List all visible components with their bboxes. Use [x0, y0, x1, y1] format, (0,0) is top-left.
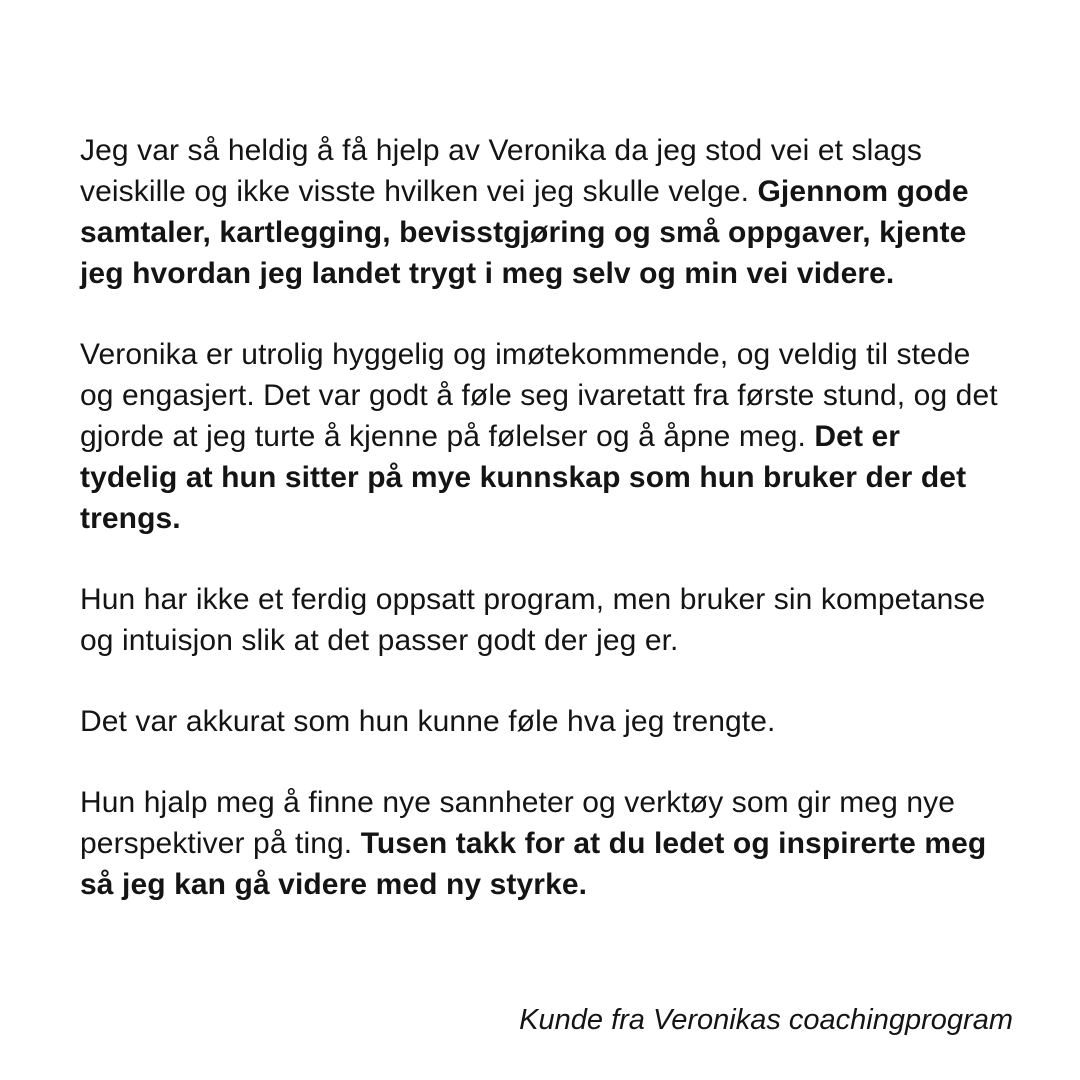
testimonial-paragraph	[80, 701, 1005, 742]
testimonial-text-run: Hun hjalp meg å finne nye sannheter og verktøy som gir meg nye perspektiver på ting.	[80, 786, 955, 860]
testimonial-attribution: Kunde fra Veronikas coachingprogram	[519, 1004, 1013, 1036]
testimonial-text-bold-run: Det er tydelig at hun sitter på mye kunnskap som hun bruker der det trengs.	[80, 420, 967, 535]
testimonial-paragraph	[80, 782, 1005, 905]
testimonial-paragraph	[80, 334, 1005, 539]
testimonial-text	[80, 130, 1005, 905]
testimonial-paragraph	[80, 579, 1005, 661]
testimonial-text-run: Veronika er utrolig hyggelig og imøtekommende, og veldig til stede og engasjert. Det var godt å føle seg ivaretatt fra første stund, og det gjorde at jeg turte å kjenne på følelser og å åpne meg.	[80, 338, 998, 453]
testimonial-paragraph	[80, 130, 1005, 294]
testimonial-text-bold-run: Tusen takk for at du ledet og inspirerte meg så jeg kan gå videre med ny styrke.	[80, 827, 987, 901]
testimonial-text-run: Det var akkurat som hun kunne føle hva jeg trengte.	[80, 705, 776, 738]
testimonial-text-run: Hun har ikke et ferdig oppsatt program, men bruker sin kompetanse og intuisjon slik at det passer godt der jeg er.	[80, 583, 986, 657]
testimonial-text-bold-run: Gjennom gode samtaler, kartlegging, bevisstgjøring og små oppgaver, kjente jeg hvordan jeg landet trygt i meg selv og min vei videre.	[80, 175, 969, 290]
testimonial-text-run: Jeg var så heldig å få hjelp av Veronika da jeg stod vei et slags veiskille og ikke visste hvilken vei jeg skulle velge.	[80, 134, 923, 208]
